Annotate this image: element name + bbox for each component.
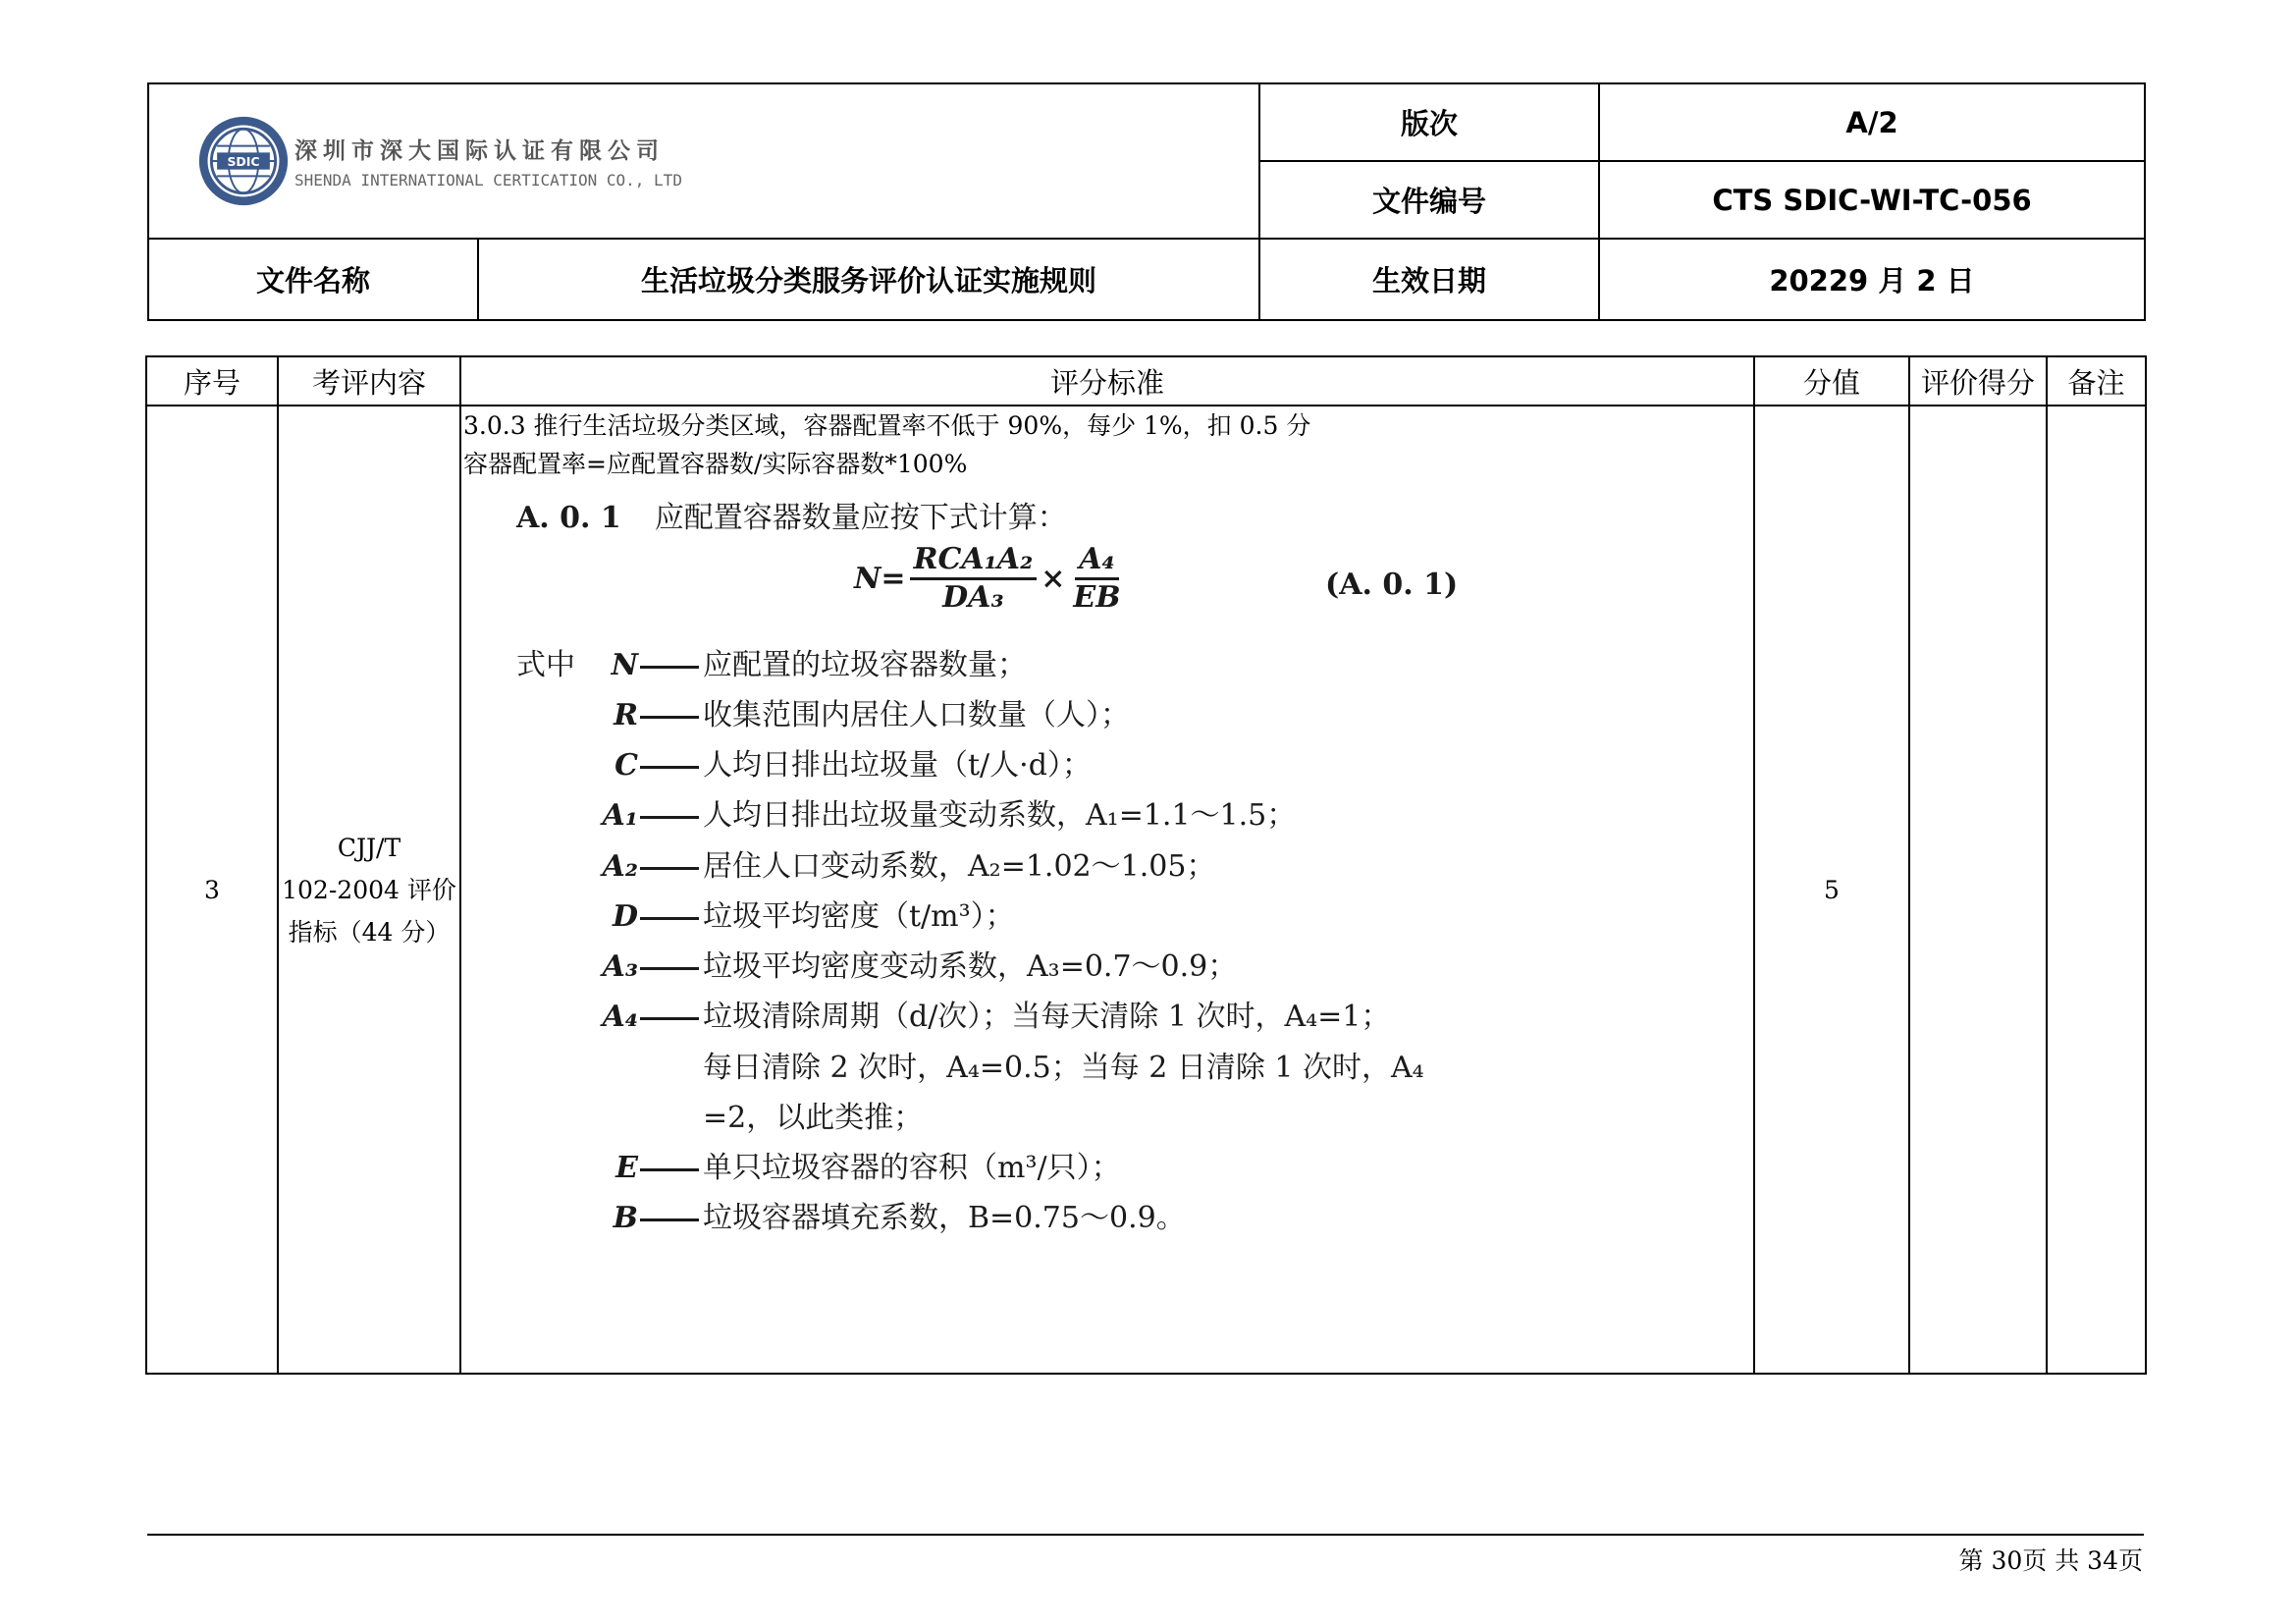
content-line-3: 指标（44 分） xyxy=(288,917,451,947)
row-content xyxy=(278,406,460,1374)
row-score: 5 xyxy=(1754,406,1909,1374)
company-logo-block xyxy=(148,83,1259,239)
formula-intro: 应配置容器数量应按下式计算： xyxy=(654,501,1067,535)
doc-number-value: CTS SDIC-WI-TC-056 xyxy=(1599,161,2145,239)
row-remark xyxy=(2047,406,2146,1374)
fraction-2-denominator: EB xyxy=(1073,580,1121,615)
footer-divider xyxy=(147,1534,2144,1536)
page-number: 第 30页 共 34页 xyxy=(1958,1546,2143,1575)
table-row xyxy=(146,406,2146,1374)
col-header-score: 分值 xyxy=(1754,356,1909,406)
content-line-2: 102-2004 评价 xyxy=(282,875,456,904)
fraction-1-numerator: RCA₁A₂ xyxy=(910,542,1038,580)
doc-name-label: 文件名称 xyxy=(148,239,478,320)
col-header-index: 序号 xyxy=(146,356,278,406)
company-name-en: SHENDA INTERNATIONAL CERTICATION CO., LTD xyxy=(294,171,682,189)
definition-text: 人均日排出垃圾量（t/人·d）； xyxy=(703,748,1092,783)
fraction-1-denominator: DA₃ xyxy=(942,580,1004,615)
definition-text: 垃圾容器填充系数，B=0.75～0.9。 xyxy=(703,1201,1186,1235)
definition-text: 收集范围内居住人口数量（人）； xyxy=(703,698,1130,732)
version-label: 版次 xyxy=(1259,83,1599,161)
row-index: 3 xyxy=(146,406,278,1374)
svg-text:SDIC: SDIC xyxy=(227,153,260,169)
definition-text: 垃圾平均密度变动系数，A₃=0.7～0.9； xyxy=(703,949,1238,984)
where-label: 式中 xyxy=(516,648,575,682)
row-criteria: 3.0.3 推行生活垃圾分类区域，容器配置率不低于 90%，每少 1%，扣 0.5 分 容器配置率=应配置容器数/实际容器数*100% A. 0. 1 应配置容器数量应按下式计算： N= $\frac{\text{RCA₁A₂}}{\text{DA₃}}$ × $\frac{\text{A₄}}{EB}$ (A. 0. 1) 式中 N 应配置的垃圾容器数量； R 收集范围内居住人口数量（人）； C 人均日排出垃圾量（t/人·d）； A₁ 人均日排出垃圾量变动系数，A₁=1.1～1.5； A₂ 居住人口变动系数，A₂=1.02～1.05； D 垃圾平均密度（t/m³）； A₃ 垃圾平均密度变动系数，A₃=0.7～0.9； A₄ 垃圾清除周期（d/次）；当每天清除 1 次时，A₄=1； 每日清除 2 次时，A₄=0.5；当每 2 日清除 1 次时，A₄ =2，以此类推； E 单只垃圾容器的容积（m³/只）； B 垃圾容器填充系数，B=0.75～0.9。 xyxy=(460,406,1754,1374)
definition-text: 单只垃圾容器的容积（m³/只）； xyxy=(703,1151,1121,1185)
fraction-2-numerator: A₄ xyxy=(1075,542,1118,580)
company-seal-icon xyxy=(196,114,291,208)
evaluation-table xyxy=(145,355,2147,1375)
definition-text: 垃圾平均密度（t/m³）； xyxy=(703,899,1015,934)
definition-text: 人均日排出垃圾量变动系数，A₁=1.1～1.5； xyxy=(703,798,1297,833)
times-sign: × xyxy=(1041,562,1066,596)
definition-text: =2，以此类推； xyxy=(703,1101,924,1135)
doc-number-label: 文件编号 xyxy=(1259,161,1599,239)
fraction-1 xyxy=(910,542,1038,616)
formula-clause: A. 0. 1 xyxy=(516,501,621,535)
effective-date-value: 20229 月 2 日 xyxy=(1599,239,2145,320)
doc-name-value: 生活垃圾分类服务评价认证实施规则 xyxy=(478,239,1259,320)
document-header xyxy=(147,82,2146,321)
col-header-evaluation: 评价得分 xyxy=(1909,356,2047,406)
content-line-1: CJJ/T xyxy=(337,833,401,862)
col-header-criteria: 评分标准 xyxy=(460,356,1754,406)
equation-number: (A. 0. 1) xyxy=(1325,568,1459,602)
definition-text: 居住人口变动系数，A₂=1.02～1.05； xyxy=(703,849,1216,884)
formula-heading xyxy=(516,493,1067,536)
version-value: A/2 xyxy=(1599,83,2145,161)
table-header-row xyxy=(146,356,2146,406)
criteria-line-2: 容器配置率=应配置容器数/实际容器数*100% xyxy=(463,450,968,478)
formula-equation xyxy=(854,542,1129,616)
col-header-remark: 备注 xyxy=(2047,356,2146,406)
definition-text: 应配置的垃圾容器数量； xyxy=(703,648,1027,682)
fraction-2 xyxy=(1069,542,1124,616)
effective-date-label: 生效日期 xyxy=(1259,239,1599,320)
row-evaluation xyxy=(1909,406,2047,1374)
criteria-line-1: 3.0.3 推行生活垃圾分类区域，容器配置率不低于 90%，每少 1%，扣 0.5 分 xyxy=(463,411,1311,440)
col-header-content: 考评内容 xyxy=(278,356,460,406)
company-name-cn: 深圳市深大国际认证有限公司 xyxy=(294,138,665,164)
definition-text: 垃圾清除周期（d/次）；当每天清除 1 次时，A₄=1； xyxy=(703,1000,1391,1034)
definition-text: 每日清除 2 次时，A₄=0.5；当每 2 日清除 1 次时，A₄ xyxy=(703,1051,1424,1085)
equation-lhs: N= xyxy=(854,562,906,596)
